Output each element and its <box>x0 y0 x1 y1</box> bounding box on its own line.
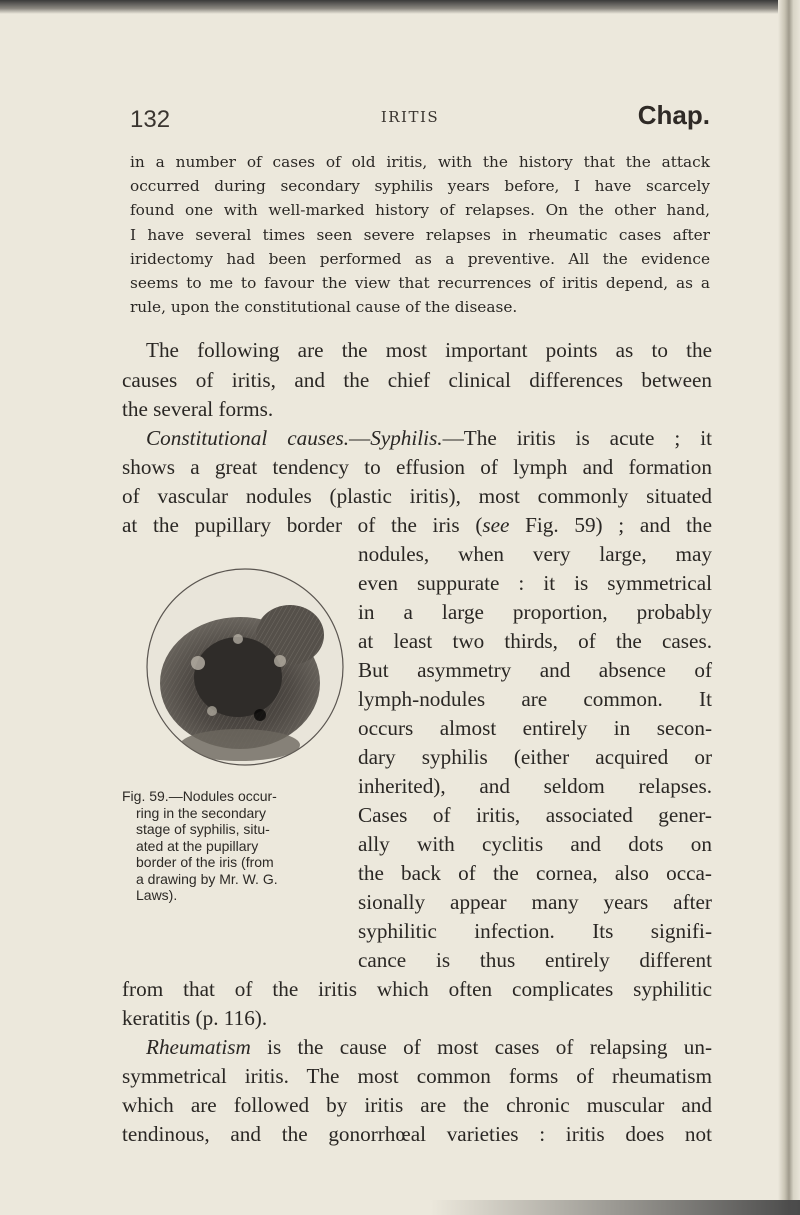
see-figure-line <box>122 513 712 541</box>
side-line: sionally appear many years after <box>358 890 712 914</box>
caption-line: Laws). <box>136 887 178 903</box>
iris-nodules-illustration <box>140 565 350 770</box>
intro-line: The following are the most important points as to the <box>146 338 712 362</box>
side-line: ally with cyclitis and dots on <box>358 832 712 856</box>
caption-line: ring in the secondary <box>136 804 266 821</box>
page-bottom-shadow <box>430 1200 800 1215</box>
side-line: But asymmetry and absence of <box>358 658 712 682</box>
side-line: nodules, when very large, may <box>358 542 712 566</box>
side-line: the back of the cornea, also occa- <box>358 861 712 885</box>
small-text-line: I have several times seen severe relapses in rheumatic cases after <box>130 225 710 244</box>
body-line: tendinous, and the gonorrhœal varieties : iritis does not <box>122 1122 712 1146</box>
side-line: even suppurate : it is symmetrical <box>358 571 712 595</box>
see-figure-after: Fig. 59) ; and the <box>509 513 712 537</box>
caption-line: Fig. 59.—Nodules occur- <box>122 788 277 804</box>
caption-line: a drawing by Mr. W. G. <box>136 870 278 887</box>
running-head: IRITIS <box>380 108 440 126</box>
page-right-edge <box>778 0 800 1215</box>
body-line: of vascular nodules (plastic iritis), most commonly situated <box>122 484 712 508</box>
constitutional-causes-line <box>146 426 712 454</box>
side-line: Cases of iritis, associated gener- <box>358 803 712 827</box>
syphilis-line-rest: —The iritis is acute ; it <box>442 426 712 450</box>
rheumatism-line-rest: is the cause of most cases of relapsing un- <box>250 1035 712 1059</box>
small-text-line: occurred during secondary syphilis years before, I have scarcely <box>130 177 710 196</box>
see-word: see <box>482 513 510 537</box>
chapter-label: Chap. <box>637 100 710 130</box>
intro-line: causes of iritis, and the chief clinical differences between <box>122 368 712 392</box>
side-line: cance is thus entirely different <box>358 948 712 972</box>
page-top-edge <box>0 0 800 14</box>
small-text-line: found one with well-marked history of relapses. On the other hand, <box>130 201 710 220</box>
see-figure-before: at the pupillary border of the iris ( <box>122 513 483 537</box>
figure-caption <box>122 788 342 904</box>
small-text-line: in a number of cases of old iritis, with the history that the attack <box>130 153 710 171</box>
body-line: from that of the iritis which often complicates syphilitic <box>122 977 712 1001</box>
body-line: shows a great tendency to effusion of lymph and formation <box>122 455 712 479</box>
small-print-paragraph <box>130 150 710 319</box>
syphilis-label: Syphilis. <box>370 426 443 450</box>
side-line: inherited), and seldom relapses. <box>358 774 712 798</box>
side-line: at least two thirds, of the cases. <box>358 629 712 653</box>
rheumatism-line <box>146 1035 712 1063</box>
rheumatism-label: Rheumatism <box>146 1035 251 1059</box>
small-text-line: seems to me to favour the view that recurrences of iritis depend, as a <box>130 273 710 292</box>
caption-line: ated at the pupillary <box>136 837 259 854</box>
body-line: keratitis (p. 116). <box>122 1006 268 1030</box>
side-line: syphilitic infection. Its signifi- <box>358 919 712 943</box>
side-line: lymph-nodules are common. It <box>358 687 712 711</box>
page-number: 132 <box>130 106 171 133</box>
side-line: occurs almost entirely in secon- <box>358 716 712 740</box>
body-line: symmetrical iritis. The most common forms of rheumatism <box>122 1064 712 1088</box>
side-line: dary syphilis (either acquired or <box>358 745 712 769</box>
constitutional-causes-label: Constitutional causes. <box>146 426 350 450</box>
caption-line: stage of syphilis, situ- <box>136 821 270 837</box>
em-dash: — <box>349 426 371 450</box>
small-text-line: iridectomy had been performed as a preventive. All the evidence <box>130 249 710 268</box>
page-header <box>130 100 710 140</box>
side-line: in a large proportion, probably <box>358 600 712 624</box>
intro-line: the several forms. <box>122 397 274 421</box>
small-text-line: rule, upon the constitutional cause of the disease. <box>130 298 518 317</box>
figure-59 <box>140 565 350 770</box>
body-line: which are followed by iritis are the chronic muscular and <box>122 1093 712 1117</box>
caption-line: border of the iris (from <box>136 854 274 870</box>
